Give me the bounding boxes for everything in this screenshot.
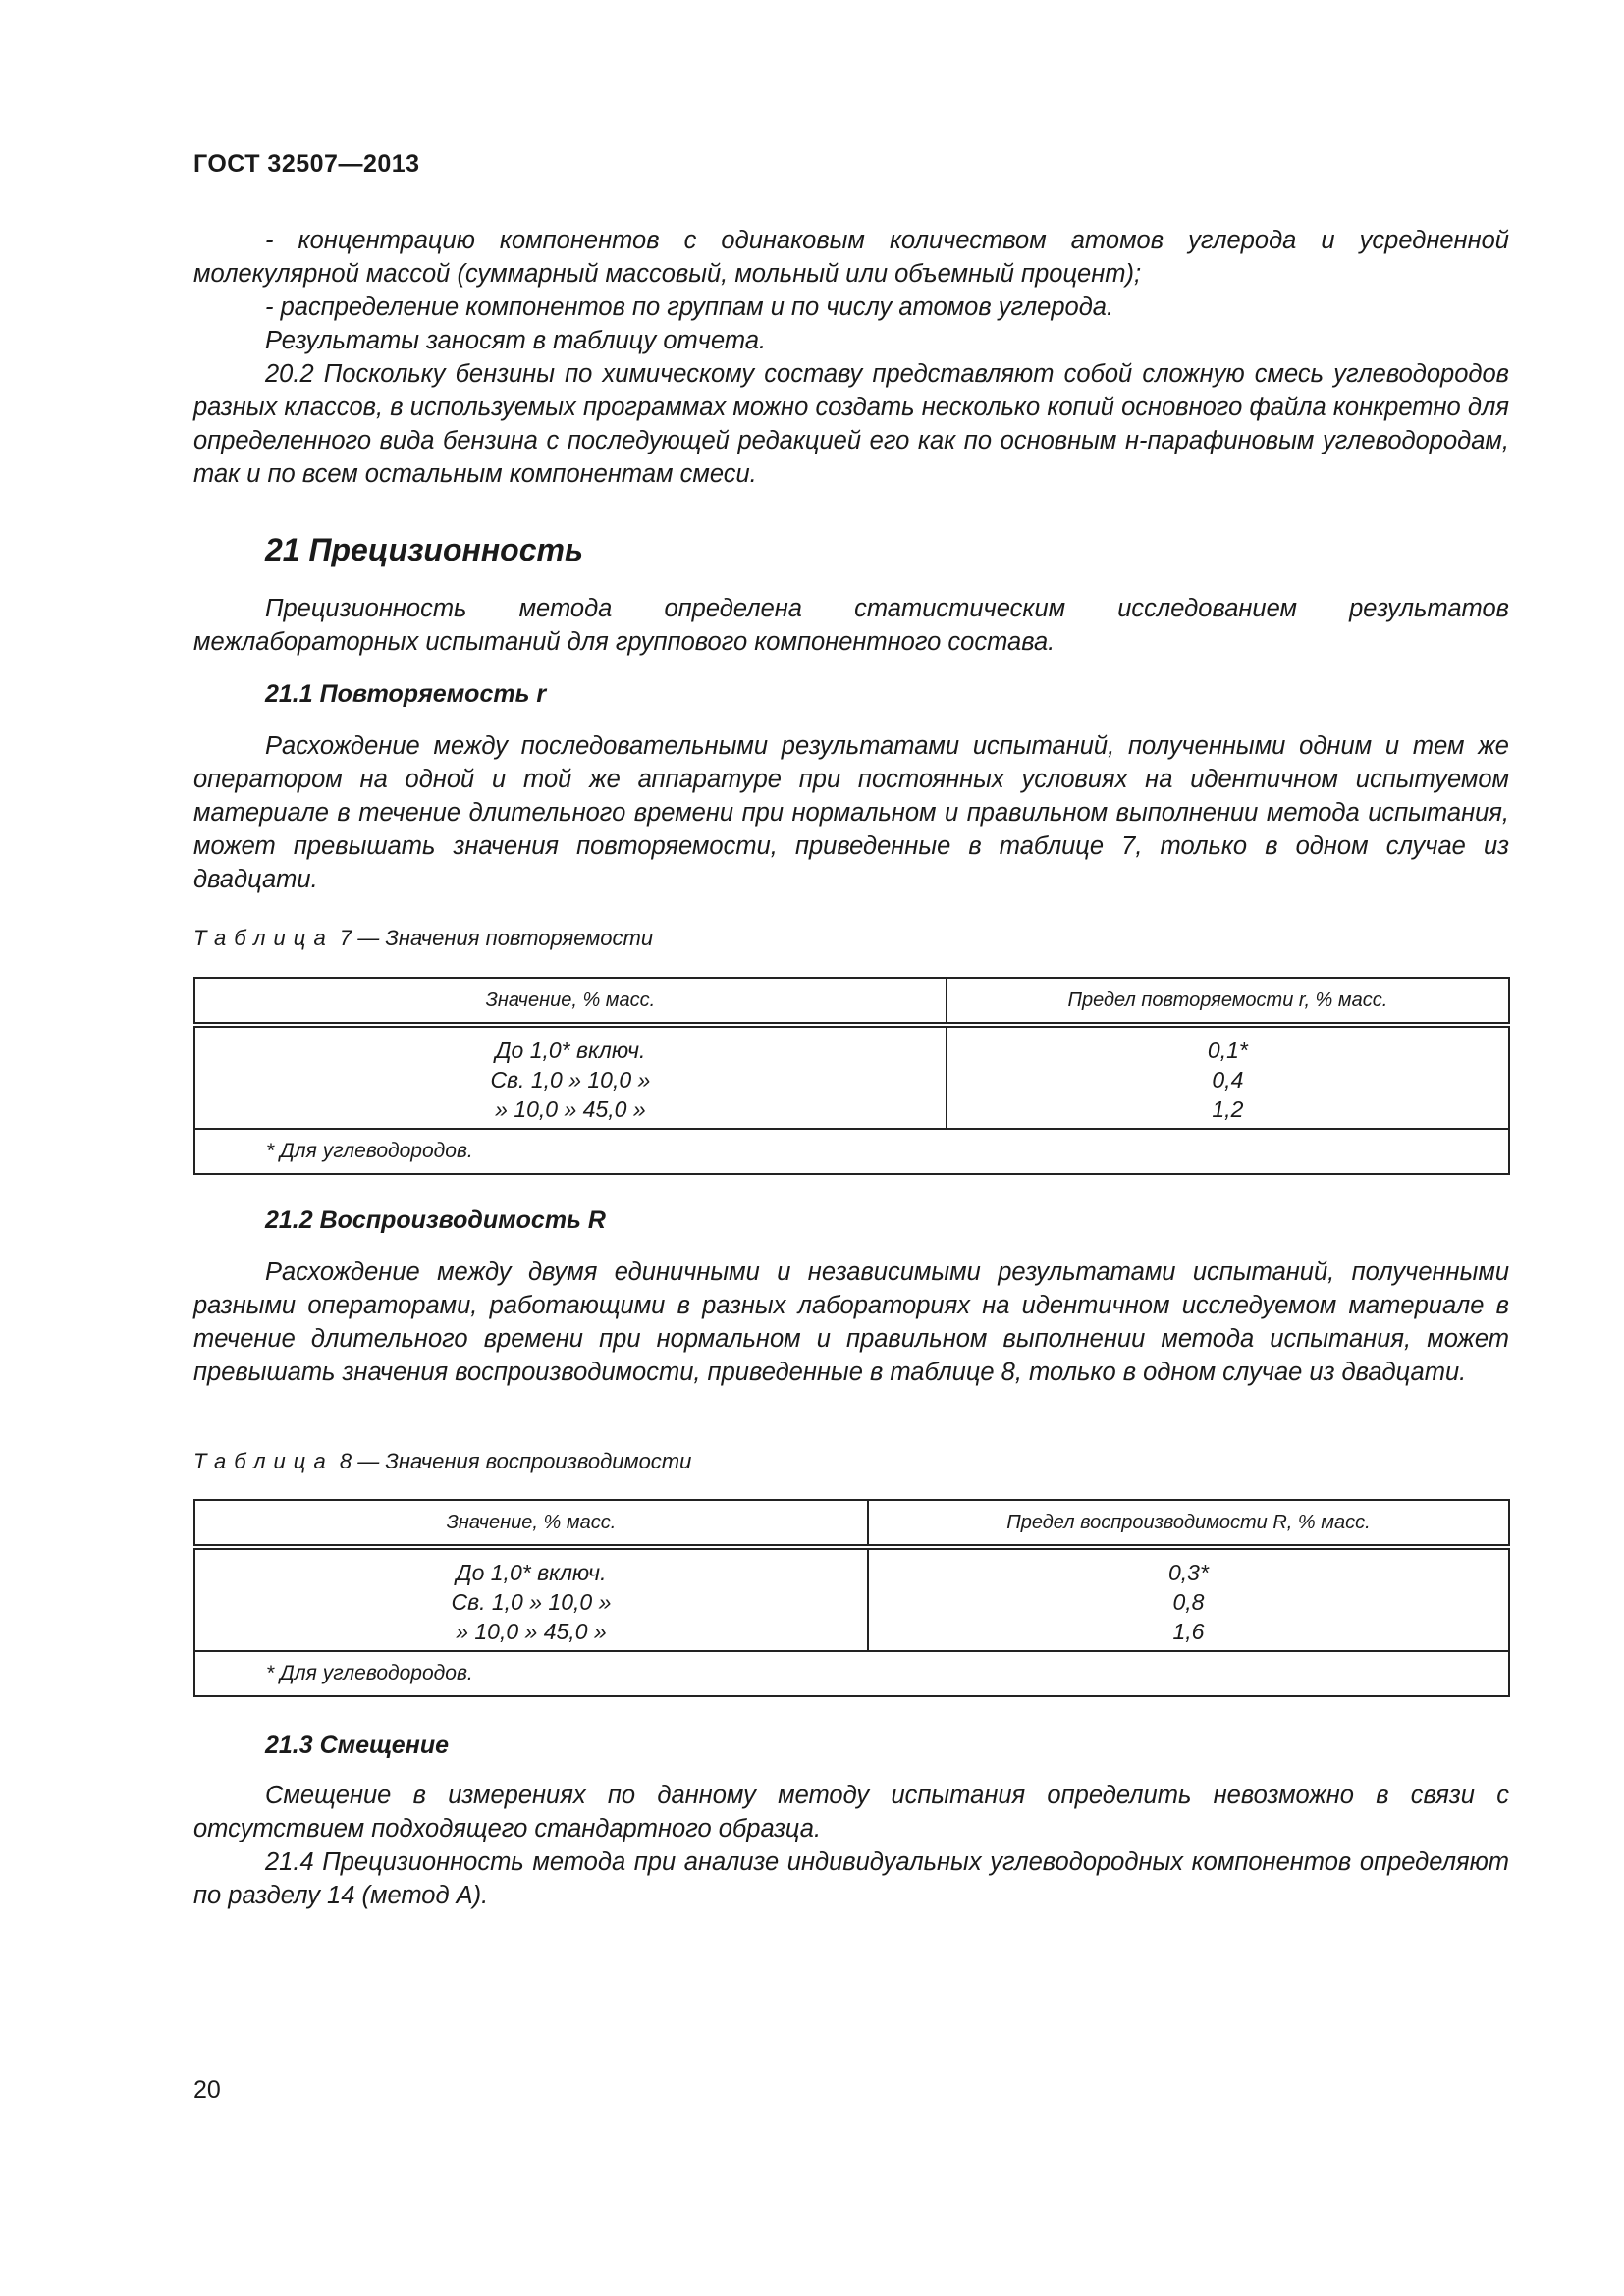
subsection-21-2-title: 21.2 Воспроизводимость R [265, 1206, 606, 1234]
section-21-text-block [193, 592, 1509, 659]
subsection-21-2-block [193, 1255, 1509, 1389]
table-7-caption-word: Таблица [193, 926, 334, 950]
table-7-col-limit: Предел повторяемости r, % масс. [947, 978, 1509, 1025]
intro-block [193, 224, 1509, 491]
table-8-limits-cell [868, 1547, 1509, 1651]
table-7-limit: 0,4 [1212, 1067, 1244, 1093]
table-7 [193, 977, 1510, 1175]
section-21-text: Прецизионность метода определена статистическим исследованием результатов межлабораторных испытаний для группового компонентного состава. [193, 595, 1509, 656]
clause-21-4-text: 21.4 Прецизионность метода при анализе индивидуальных углеводородных компонентов определяют по разделу 14 (метод А). [193, 1848, 1509, 1909]
intro-paragraph-3: Результаты заносят в таблицу отчета. [265, 327, 767, 354]
table-7-note: * Для углеводородов. [194, 1129, 1509, 1174]
table-8-value: » 10,0 » 45,0 » [456, 1619, 607, 1644]
table-8-note: * Для углеводородов. [194, 1651, 1509, 1696]
page-number: 20 [193, 2076, 221, 2104]
table-7-caption-text: 7 — Значения повторяемости [339, 926, 654, 950]
subsection-21-2-text: Расхождение между двумя единичными и независимыми результатами испытаний, полученными разными операторами, работающими в разных лабораториях на идентичном исследуемом материале в течение длительного времени при нормальном и правильном выполнении метода испытания, может превышать значения воспроизводимости, приведенные в таблице 8, только в одном случае из двадцати. [193, 1258, 1509, 1386]
subsection-21-1-block [193, 729, 1509, 896]
table-note-row [194, 1651, 1509, 1696]
table-note-row [194, 1129, 1509, 1174]
table-row [194, 1547, 1509, 1651]
table-8-col-limit: Предел воспроизводимости R, % масс. [868, 1500, 1509, 1547]
table-8-caption [193, 1449, 691, 1474]
table-8-limit: 0,8 [1172, 1589, 1205, 1615]
table-7-col-value: Значение, % масс. [194, 978, 947, 1025]
intro-paragraph-1: - концентрацию компонентов с одинаковым количеством атомов углерода и усредненной молекулярной массой (суммарный массовый, мольный или объемный процент); [193, 227, 1509, 288]
table-7-value: До 1,0* включ. [495, 1038, 646, 1063]
table-8-caption-word: Таблица [193, 1449, 334, 1473]
table-7-value: Св. 1,0 » 10,0 » [490, 1067, 651, 1093]
table-7-value: » 10,0 » 45,0 » [495, 1096, 646, 1122]
section-21-title: 21 Прецизионность [265, 532, 583, 567]
subsection-21-1-text: Расхождение между последовательными результатами испытаний, полученными одним и тем же оператором на одной и той же аппаратуре при постоянных условиях на идентичном испытуемом материале в течение длительного времени при нормальном и правильном выполнении метода испытания, может превышать значения повторяемости, приведенные в таблице 7, только в одном случае из двадцати. [193, 732, 1509, 893]
table-8-col-value: Значение, % масс. [194, 1500, 868, 1547]
table-8-limit: 0,3* [1167, 1560, 1209, 1585]
table-8 [193, 1499, 1510, 1697]
clause-20-2: 20.2 Поскольку бензины по химическому составу представляют собой сложную смесь углеводородов разных классов, в используемых программах можно создать несколько копий основного файла конкретно для определенного вида бензина с последующей редакцией его как по основным н-парафиновым углеводородам, так и по всем остальным компонентам смеси. [193, 360, 1509, 488]
subsection-21-3-block [193, 1779, 1509, 1912]
subsection-21-3-text: Смещение в измерениях по данному методу испытания определить невозможно в связи с отсутствием подходящего стандартного образца. [193, 1782, 1509, 1842]
subsection-21-1-title: 21.1 Повторяемость r [265, 680, 547, 708]
table-7-limits-cell [947, 1025, 1509, 1129]
table-header-row [194, 978, 1509, 1025]
table-7-caption [193, 926, 653, 951]
table-header-row [194, 1500, 1509, 1547]
table-7-limit: 0,1* [1207, 1038, 1248, 1063]
table-8-values-cell [194, 1547, 868, 1651]
table-row [194, 1025, 1509, 1129]
table-8-value: До 1,0* включ. [456, 1560, 607, 1585]
table-7-values-cell [194, 1025, 947, 1129]
subsection-21-3-title: 21.3 Смещение [265, 1732, 449, 1759]
table-8-caption-text: 8 — Значения воспроизводимости [339, 1449, 692, 1473]
document-header: ГОСТ 32507—2013 [193, 150, 420, 178]
table-7-limit: 1,2 [1212, 1096, 1244, 1122]
table-8-value: Св. 1,0 » 10,0 » [451, 1589, 612, 1615]
intro-paragraph-2: - распределение компонентов по группам и по числу атомов углерода. [265, 294, 1114, 321]
table-8-limit: 1,6 [1172, 1619, 1205, 1644]
